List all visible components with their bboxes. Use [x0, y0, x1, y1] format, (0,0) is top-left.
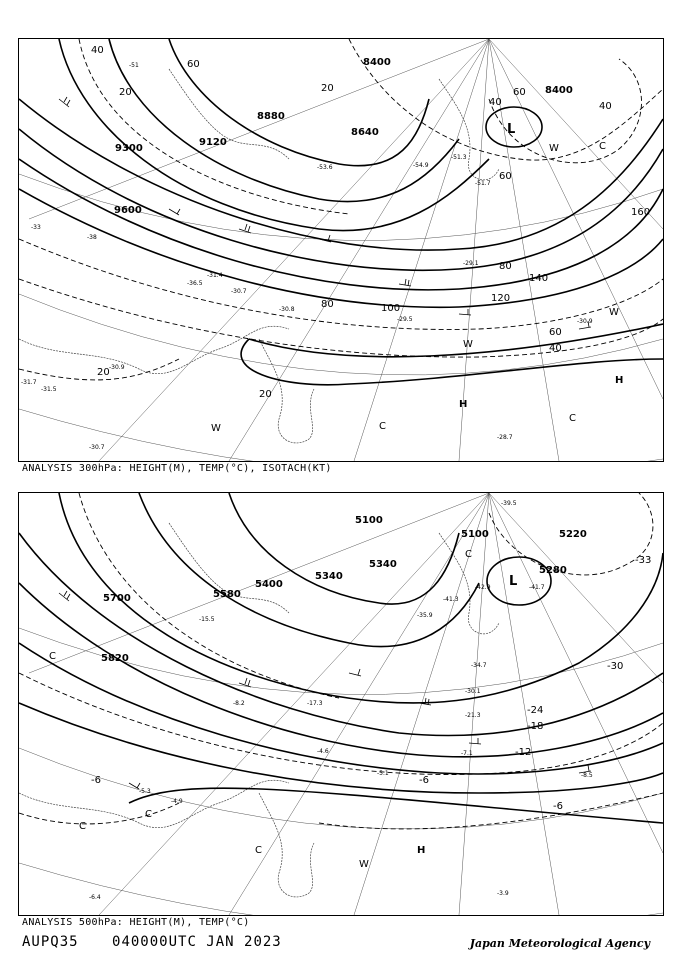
temp-iso-label: -33: [635, 555, 652, 566]
caption-300hpa: ANALYSIS 300hPa: HEIGHT(M), TEMP(°C), ISOTACH(KT): [22, 463, 332, 474]
cold-mark: C: [569, 413, 576, 424]
bulletin-code: AUPQ35: [22, 934, 79, 950]
isotach-label: 60: [513, 87, 526, 98]
isotach-label: 20: [119, 87, 132, 98]
agency-name: Japan Meteorological Agency: [469, 937, 650, 950]
isotach-label: 80: [499, 261, 512, 272]
temp-label: -17.3: [307, 700, 323, 707]
temp-label: -28.7: [497, 434, 513, 441]
map-500hpa: [18, 492, 664, 916]
high-mark: H: [459, 399, 468, 410]
graticule: [19, 493, 663, 915]
warm-mark: W: [463, 339, 473, 350]
temp-label: -41.7: [529, 584, 545, 591]
isotach-label: 60: [187, 59, 200, 70]
temp-iso-label: -30: [607, 661, 624, 672]
warm-mark: W: [359, 859, 369, 870]
map-300hpa: [18, 38, 664, 462]
cold-mark: C: [145, 809, 152, 820]
isotach-label: 140: [529, 273, 549, 284]
cold-mark: C: [599, 141, 606, 152]
isotach-label: 120: [491, 293, 511, 304]
temp-label: -8.2: [233, 700, 245, 707]
temp-label: -31.5: [41, 386, 57, 393]
cold-mark: C: [255, 845, 262, 856]
height-label: 9120: [199, 137, 227, 148]
low-mark: L: [509, 574, 518, 589]
cold-mark: C: [49, 651, 56, 662]
temp-label: -33: [31, 224, 41, 231]
temp-label: -31.7: [21, 379, 37, 386]
height-label: 8400: [363, 57, 391, 68]
temp-label: -51.7: [475, 180, 491, 187]
isotach-label: 40: [489, 97, 502, 108]
temp-label: -29.1: [463, 260, 479, 267]
temp-label: -6.4: [89, 894, 101, 901]
temp-label: -30.1: [465, 688, 481, 695]
height-label: 9300: [115, 143, 143, 154]
temp-label: -3.9: [497, 890, 509, 897]
bulletin-datetime: 040000UTC JAN 2023: [112, 934, 282, 950]
cold-mark: C: [465, 549, 472, 560]
caption-500hpa: ANALYSIS 500hPa: HEIGHT(M), TEMP(°C): [22, 917, 250, 928]
temp-label: -38: [87, 234, 97, 241]
height-label: 8880: [257, 111, 285, 122]
temp-label: -30.9: [577, 318, 593, 325]
temp-label: -5.3: [139, 788, 151, 795]
temp-label: -51.3: [451, 154, 467, 161]
isotach-label: 20: [321, 83, 334, 94]
map-300hpa-canvas: [19, 39, 663, 461]
temp-label: -4.9: [171, 798, 183, 805]
temp-label: -5.1: [377, 770, 389, 777]
temp-label: -29.5: [397, 316, 413, 323]
high-mark: H: [615, 375, 624, 386]
temp-label: -30.7: [89, 444, 105, 451]
height-label: 5820: [101, 653, 129, 664]
temp-label: -54.9: [413, 162, 429, 169]
temp-label: -51: [129, 62, 139, 69]
cold-mark: C: [79, 821, 86, 832]
map-500hpa-canvas: [19, 493, 663, 915]
height-label: 5220: [559, 529, 587, 540]
temp-label: -21.3: [465, 712, 481, 719]
isotach-label: 40: [549, 343, 562, 354]
graticule: [19, 39, 663, 461]
temp-iso-label: -6: [419, 775, 429, 786]
temp-label: -53.6: [317, 164, 333, 171]
temp-iso-label: -18: [527, 721, 544, 732]
isotach-label: 40: [91, 45, 104, 56]
isotach-label: 20: [97, 367, 110, 378]
isotach-label: 60: [499, 171, 512, 182]
temp-label: -36.5: [187, 280, 203, 287]
warm-mark: W: [609, 307, 619, 318]
warm-mark: W: [211, 423, 221, 434]
isotach-label: 20: [259, 389, 272, 400]
temp-iso-label: -24: [527, 705, 544, 716]
height-label: 5580: [213, 589, 241, 600]
height-label: 5100: [355, 515, 383, 526]
height-label: 9600: [114, 205, 142, 216]
height-label: 5340: [369, 559, 397, 570]
isotach-label: 60: [549, 327, 562, 338]
temp-label: -7.1: [461, 750, 473, 757]
temp-label: -35.9: [417, 612, 433, 619]
temp-label: -42.9: [475, 584, 491, 591]
bulletin-header: [22, 934, 306, 950]
temp-label: -30.7: [231, 288, 247, 295]
temp-label: -34.7: [471, 662, 487, 669]
temp-label: -30.9: [109, 364, 125, 371]
temp-label: -41.3: [443, 596, 459, 603]
temp-iso-label: -12: [515, 747, 532, 758]
height-label: 5340: [315, 571, 343, 582]
temp-label: -30.8: [279, 306, 295, 313]
isotach-label: 160: [631, 207, 651, 218]
high-mark: H: [417, 845, 426, 856]
isotach-label: 100: [381, 303, 401, 314]
height-label: 5400: [255, 579, 283, 590]
temp-label: -15.5: [199, 616, 215, 623]
temp-label: -4.6: [317, 748, 329, 755]
height-label: 5100: [461, 529, 489, 540]
isotach-label: 40: [599, 101, 612, 112]
height-label: 5700: [103, 593, 131, 604]
cold-mark: C: [379, 421, 386, 432]
warm-mark: W: [549, 143, 559, 154]
height-label: 5280: [539, 565, 567, 576]
low-mark: L: [507, 122, 516, 137]
temp-label: -8.5: [581, 772, 593, 779]
temp-label: -39.5: [501, 500, 517, 507]
isotach-label: 80: [321, 299, 334, 310]
temp-iso-label: -6: [91, 775, 101, 786]
coastline: [19, 69, 499, 443]
temp-iso-label: -6: [553, 801, 563, 812]
height-label: 8400: [545, 85, 573, 96]
height-label: 8640: [351, 127, 379, 138]
temp-label: -31.4: [207, 272, 223, 279]
